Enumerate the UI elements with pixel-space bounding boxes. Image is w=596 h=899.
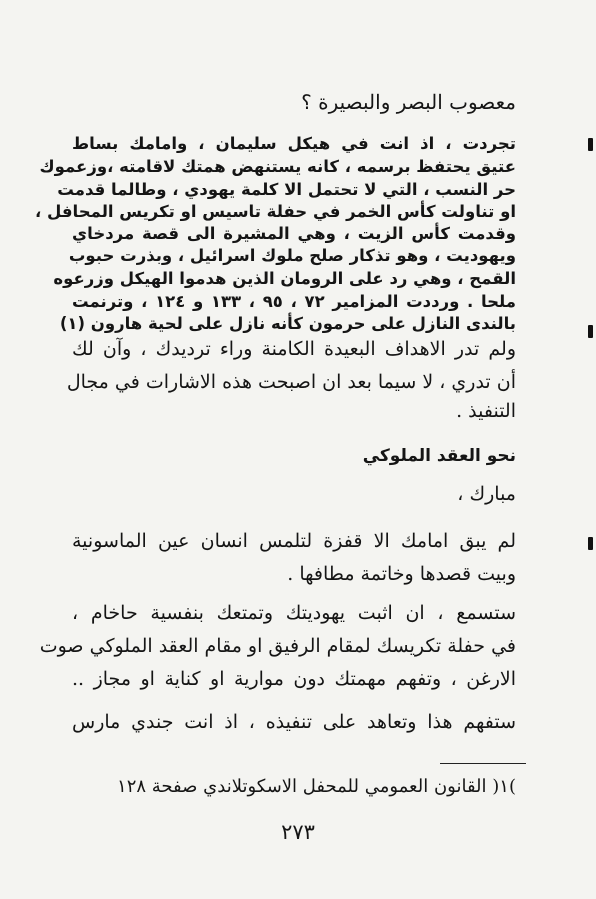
section-subheading: نحو العقد الملوكي — [362, 446, 516, 466]
text-line: ستفهم هذا وتعاهد على تنفيذه ، اذ انت جندي مارس — [72, 711, 516, 733]
binding-mark — [588, 537, 593, 550]
bold-text-line: وقدمت كأس الزيت ، وهي المشيرة الى قصة مردخاي — [72, 224, 516, 243]
bold-text-line: بالندى النازل على حرمون كأنه نازل على لحية هارون (١) — [59, 314, 516, 333]
bold-text-line: ويهوديت ، وهو تذكار صلح ملوك اسرائيل ، وبذرت حبوب — [68, 246, 516, 265]
text-line: ستسمع ، ان اثبت يهوديتك وتمتعك بنفسية حاخام ، — [72, 602, 516, 624]
text-line: أن تدري ، لا سيما بعد ان اصبحت هذه الاشارات في مجال — [66, 371, 516, 393]
text-line: الارغن ، وتفهم مهمتك دون موارية او كناية او مجاز .. — [72, 668, 516, 690]
text-line: وبيت قصدها وخاتمة مطافها . — [287, 563, 516, 585]
bold-text-line: القمح ، وهي رد على الرومان الذين هدموا الهيكل وزرعوه — [53, 269, 516, 288]
text-line: التنفيذ . — [456, 400, 516, 422]
page-heading: معصوب البصر والبصيرة ؟ — [301, 90, 516, 114]
text-line: ولم تدر الاهداف البعيدة الكامنة وراء ترديدك ، وآن لك — [72, 338, 516, 360]
page-number: ٢٧٣ — [281, 820, 315, 844]
footnote: )١( القانون العمومي للمحفل الاسكوتلاندي صفحة ١٢٨ — [117, 776, 516, 797]
bold-text-line: او تناولت كأس الخمر في حفلة تاسيس او تكريس المحافل ، — [35, 202, 516, 221]
bold-text-line: تجردت ، اذ انت في هيكل سليمان ، وامامك بساط — [72, 134, 516, 153]
bold-text-line: عتيق يحتفظ برسمه ، كانه يستنهض همتك لاقامته ،وزعموك — [39, 157, 516, 176]
greeting-line: مبارك ، — [457, 483, 516, 505]
footnote-divider — [440, 763, 526, 764]
binding-mark — [588, 325, 593, 338]
bold-text-line: حر النسب ، التي لا تحتمل الا كلمة يهودي ، وطالما قدمت — [57, 180, 516, 199]
bold-text-line: ملحا . ورددت المزامير ٧٢ ، ٩٥ ، ١٣٣ و ١٢٤ ، وترنمت — [72, 292, 516, 311]
binding-mark — [588, 138, 593, 151]
text-line: في حفلة تكريسك لمقام الرفيق او مقام العقد الملوكي صوت — [39, 635, 516, 657]
text-line: لم يبق امامك الا قفزة لتلمس انسان عين الماسونية — [72, 530, 516, 552]
